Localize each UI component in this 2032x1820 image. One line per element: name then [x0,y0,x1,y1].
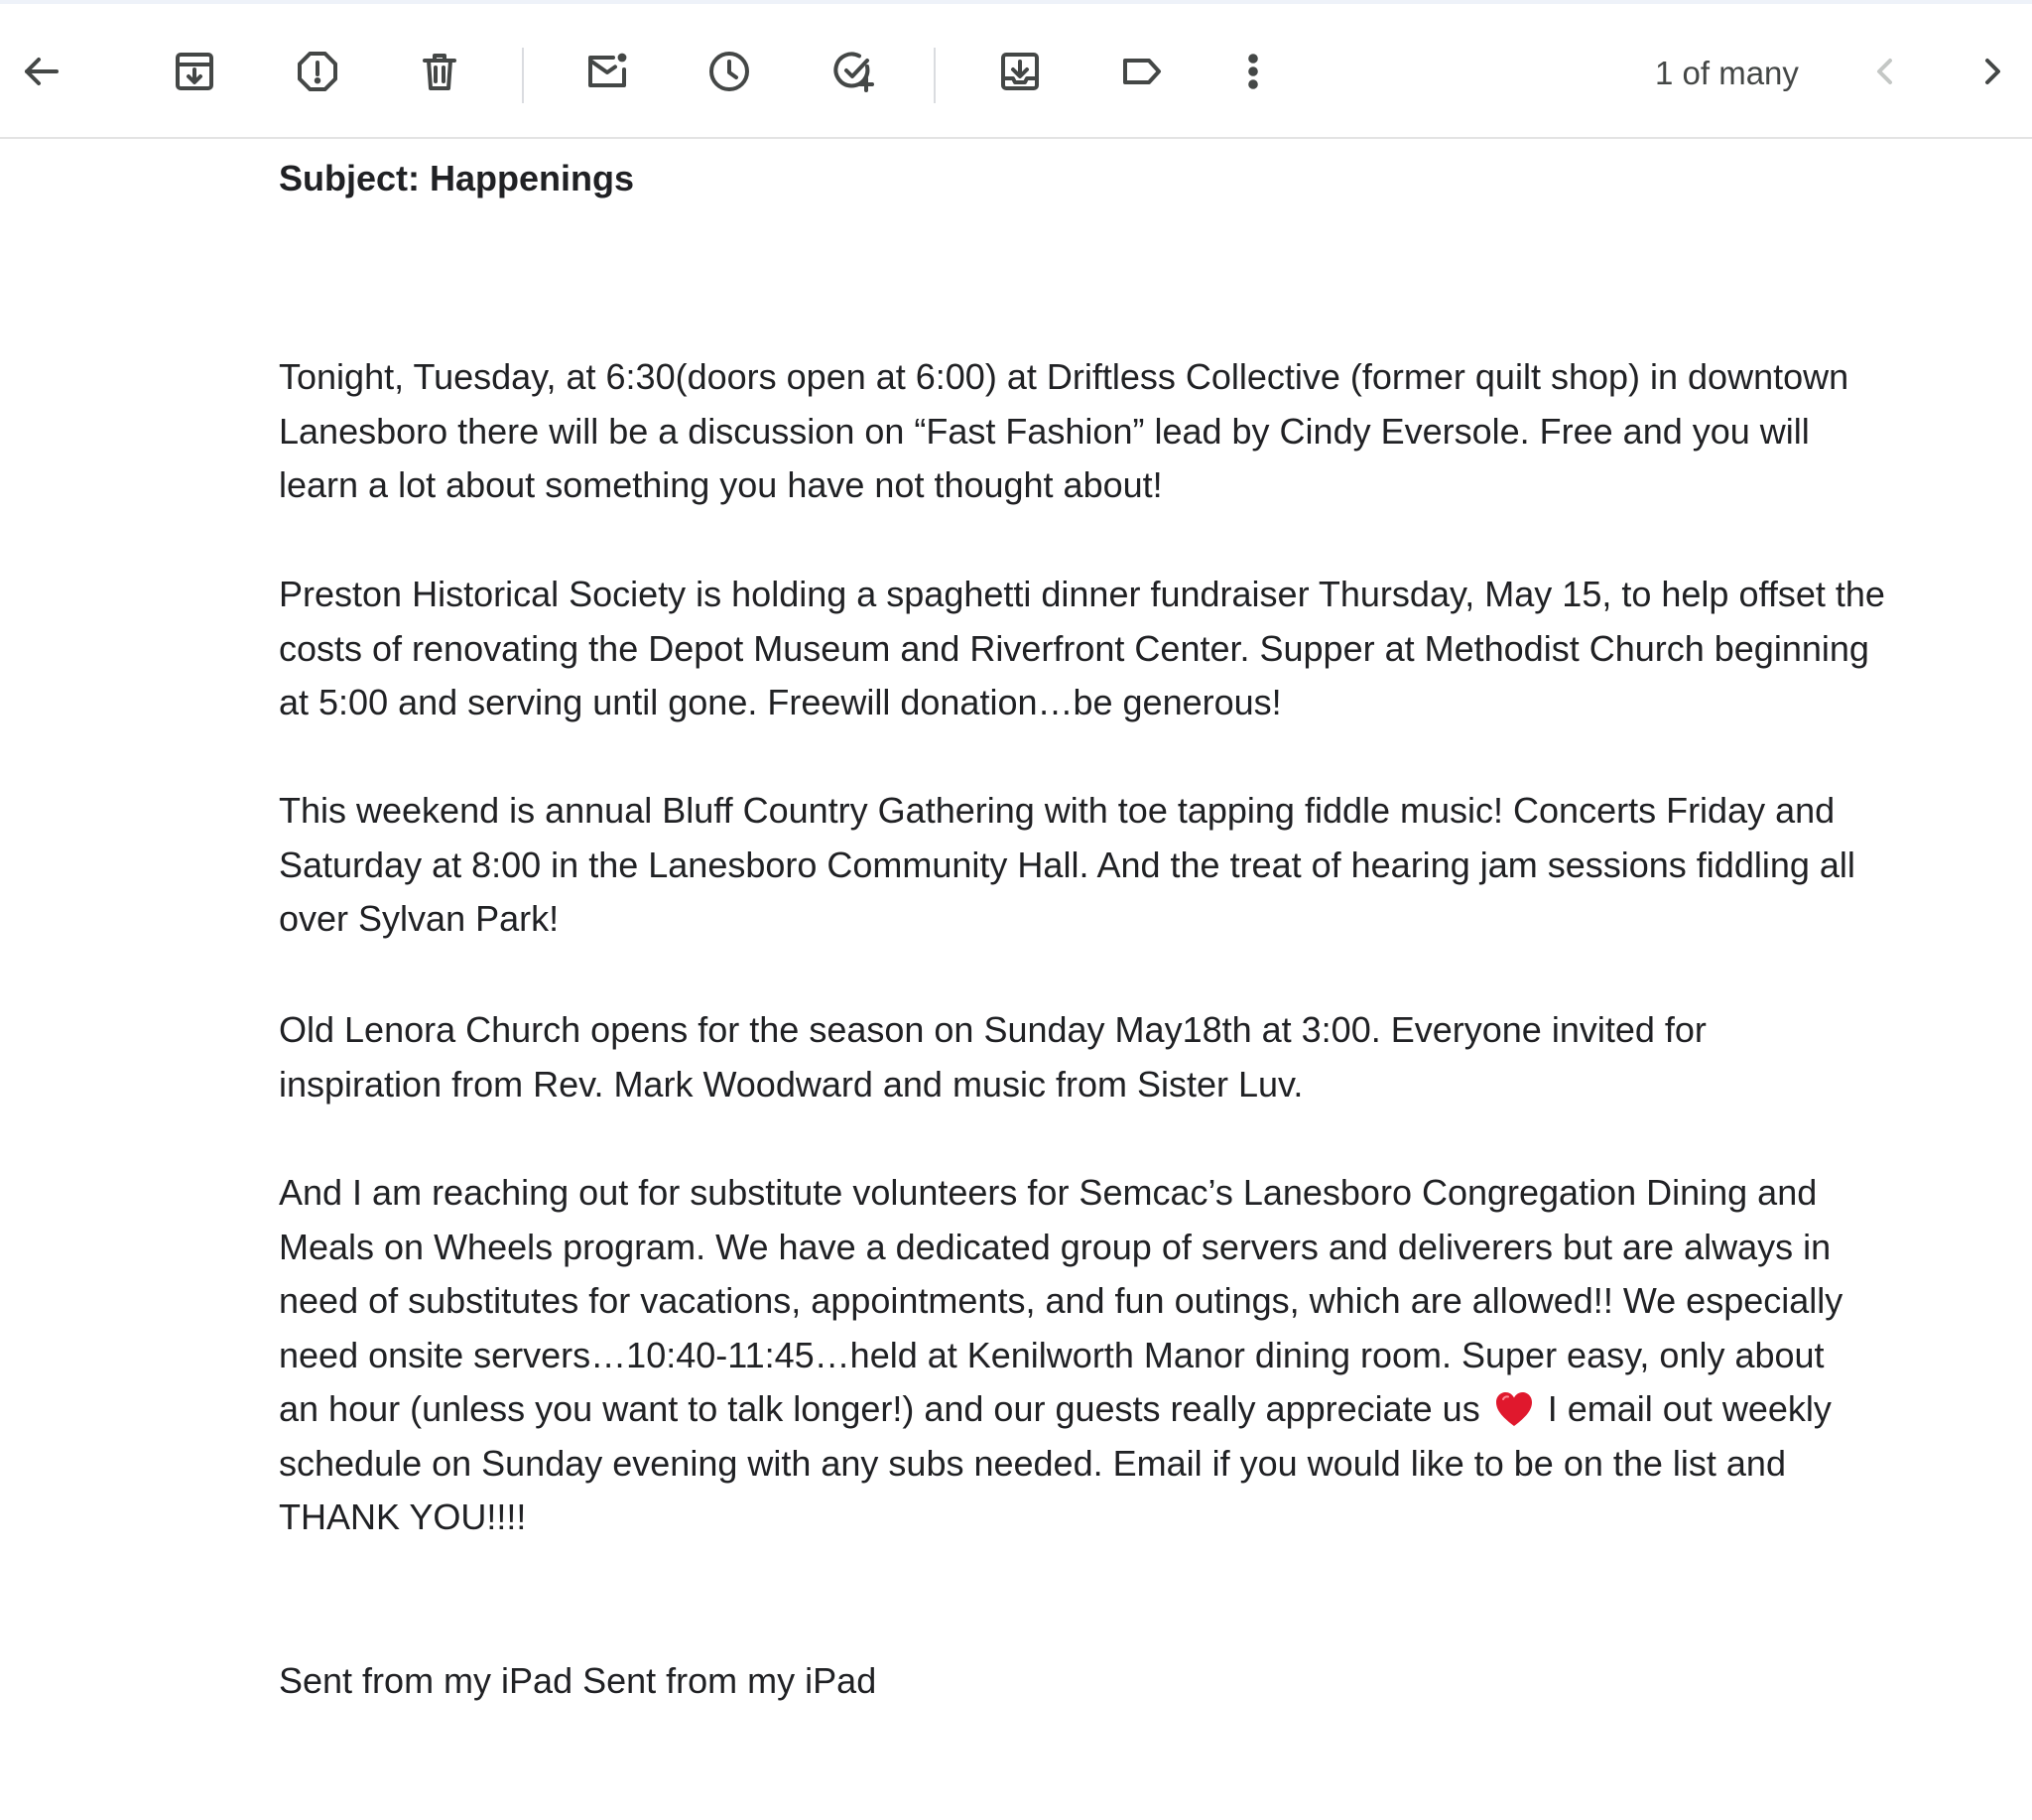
red-heart-emoji-icon [1494,1389,1534,1427]
paragraph-line: at 5:00 and serving until gone. Freewill donation…be generous! [279,682,1282,722]
paragraph-line: Tonight, Tuesday, at 6:30(doors open at 6:00) at Driftless Collective (former quilt shop) in downtown [279,356,1849,397]
signature-line: Sent from my iPad Sent from my iPad [279,1660,877,1701]
newer-button[interactable] [1845,34,1925,113]
paragraph-line: inspiration from Rev. Mark Woodward and music from Sister Luv. [279,1063,1304,1105]
paragraph-line: need of substitutes for vacations, appointments, and fun outings, which are allowed!! We especially [279,1280,1843,1321]
arrow-back-icon [17,48,64,100]
paragraph-line: costs of renovating the Depot Museum and Riverfront Center. Supper at Methodist Church beginning [279,627,1869,669]
older-button[interactable] [1953,34,2032,113]
toolbar-divider [934,48,936,103]
paragraph-line-with-heart [279,1382,1985,1437]
email-subject: Subject: Happenings [279,158,635,198]
paragraph-line: Preston Historical Society is holding a spaghetti dinner fundraiser Thursday, May 15, to help offset the [279,574,1885,614]
paragraph-line: Lanesboro there will be a discussion on “Fast Fashion” lead by Cindy Eversole. Free and you will [279,410,1810,452]
paragraph-line: need onsite servers…10:40-11:45…held at Kenilworth Manor dining room. Super easy, only about [279,1334,1825,1375]
chevron-left-icon [1861,48,1909,100]
more-vertical-icon [1229,48,1277,100]
paragraph-volunteers [279,1166,1985,1545]
email-toolbar [0,0,2032,139]
mark-unread-icon [583,48,631,100]
paragraph-line: And I am reaching out for substitute volunteers for Semcac’s Lanesboro Congregation Dining and [279,1172,1818,1213]
report-spam-button[interactable] [278,34,357,113]
paragraph-line: over Sylvan Park! [279,898,560,939]
message-counter: 1 of many [1655,55,1799,91]
paragraph-line: schedule on Sunday evening with any subs needed. Email if you would like to be on the list and [279,1442,1786,1484]
paragraph-line: THANK YOU!!!! [279,1496,527,1537]
add-task-icon [829,48,877,100]
move-to-button[interactable] [980,34,1060,113]
email-signature [279,1654,1985,1709]
paragraph-line: learn a lot about something you have not thought about! [279,464,1163,505]
trash-icon [416,48,463,100]
more-options-button[interactable] [1213,34,1293,113]
archive-icon [171,48,218,100]
archive-button[interactable] [155,34,234,113]
snooze-button[interactable] [690,34,769,113]
snooze-clock-icon [705,48,753,100]
chevron-right-icon [1968,48,2016,100]
paragraph-line: This weekend is annual Bluff Country Gathering with toe tapping fiddle music! Concerts Friday and [279,790,1836,831]
delete-button[interactable] [400,34,479,113]
paragraph-text: an hour (unless you want to talk longer!) and our guests really appreciate us [279,1388,1480,1429]
report-spam-icon [294,48,341,100]
paragraph-old-lenora-church [279,1003,1985,1111]
paragraph-fast-fashion [279,350,1985,513]
label-icon [1118,48,1166,100]
paragraph-line: Old Lenora Church opens for the season on Sunday May18th at 3:00. Everyone invited for [279,1009,1707,1050]
paragraph-text: I email out weekly [1547,1388,1832,1429]
labels-button[interactable] [1102,34,1182,113]
toolbar-divider [522,48,524,103]
paragraph-line: Saturday at 8:00 in the Lanesboro Community Hall. And the treat of hearing jam sessions fiddling all [279,844,1855,885]
paragraph-spaghetti-dinner [279,568,1985,730]
move-to-icon [996,48,1044,100]
add-to-tasks-button[interactable] [814,34,893,113]
mark-unread-button[interactable] [568,34,647,113]
paragraph-line: Meals on Wheels program. We have a dedicated group of servers and deliverers but are always in [279,1226,1832,1267]
paragraph-bluff-country [279,784,1985,947]
back-button[interactable] [1,34,80,113]
